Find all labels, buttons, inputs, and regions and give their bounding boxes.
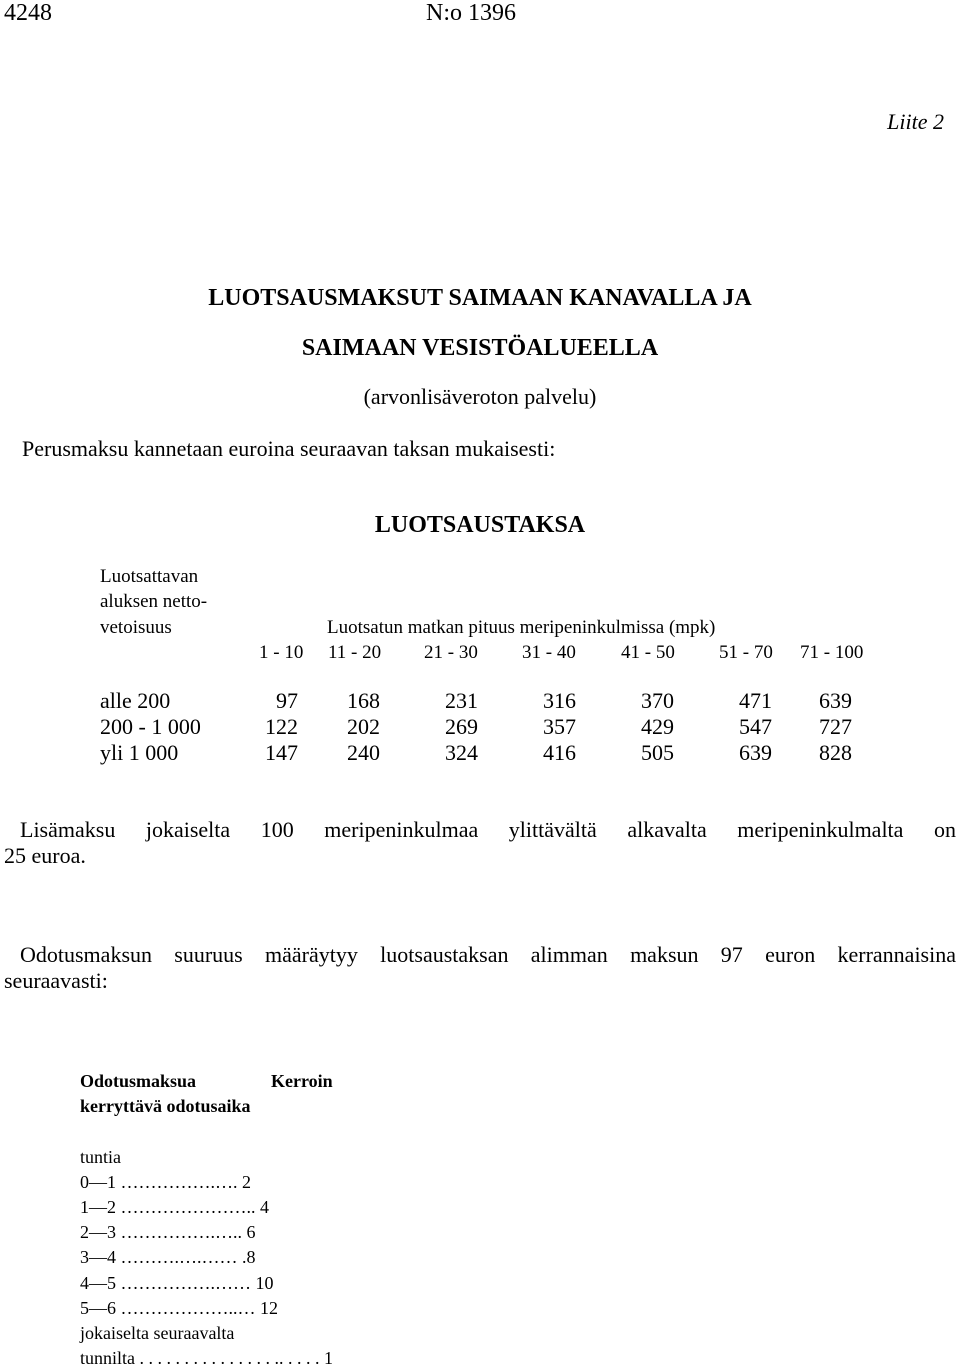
table-cell: 122 [265, 714, 298, 739]
row-header-line-2: aluksen netto- [100, 591, 208, 612]
table-cell: 316 [543, 688, 576, 713]
column-header: 71 - 100 [800, 642, 864, 663]
surcharge-text-line-2: 25 euroa. [4, 843, 86, 868]
title-note: (arvonlisäveroton palvelu) [363, 384, 597, 409]
intro-text: Perusmaksu kannetaan euroina seuraavan taksan mukaisesti: [22, 436, 556, 461]
row-header-line-3: vetoisuus [100, 617, 172, 638]
waiting-text-line-1: Odotusmaksun suuruus määräytyy luotsaustaksan alimman maksun 97 euron kerrannaisina [20, 942, 956, 967]
table-cell: 269 [445, 714, 478, 739]
waiting-text-line-2: seuraavasti: [4, 968, 108, 993]
column-header: 31 - 40 [522, 642, 576, 663]
list-item: tunnilta . . . . . . . . . . . . . . . .. . . . . 1 [80, 1348, 333, 1368]
page-number: 4248 [4, 0, 52, 26]
table-cell: 97 [276, 688, 298, 713]
waiting-table-header-time-2: kerryttävä odotusaika [80, 1096, 251, 1116]
row-label: yli 1 000 [100, 740, 179, 765]
column-header: 21 - 30 [424, 642, 478, 663]
table-cell: 370 [641, 688, 674, 713]
row-label: alle 200 [100, 688, 171, 713]
table-cell: 505 [641, 740, 674, 765]
distance-header: Luotsatun matkan pituus meripeninkulmissa (mpk) [327, 617, 716, 638]
list-item: 5—6 ………………..… 12 [80, 1298, 278, 1318]
table-cell: 416 [543, 740, 576, 765]
table-cell: 147 [265, 740, 298, 765]
waiting-table-unit: tuntia [80, 1147, 121, 1167]
row-label: 200 - 1 000 [100, 714, 201, 739]
table-cell: 429 [641, 714, 674, 739]
list-item: 3—4 ……….….…… .8 [80, 1247, 256, 1267]
column-header: 11 - 20 [328, 642, 382, 663]
appendix-label: Liite 2 [887, 109, 944, 134]
waiting-table-header-time: Odotusmaksua [80, 1071, 197, 1091]
column-header: 41 - 50 [621, 642, 675, 663]
table-cell: 639 [819, 688, 852, 713]
waiting-table-header-multiplier: Kerroin [271, 1071, 333, 1091]
tariff-heading: LUOTSAUSTAKSA [374, 512, 586, 538]
table-cell: 168 [347, 688, 380, 713]
table-cell: 202 [347, 714, 380, 739]
column-header: 51 - 70 [719, 642, 773, 663]
list-item: 4—5 …………….…… 10 [80, 1273, 274, 1293]
column-header: 1 - 10 [259, 642, 304, 663]
issue-number: N:o 1396 [426, 0, 516, 26]
title-line-1: LUOTSAUSMAKSUT SAIMAAN KANAVALLA JA [208, 285, 752, 311]
title-line-2: SAIMAAN VESISTÖALUEELLA [301, 335, 659, 361]
table-cell: 471 [739, 688, 772, 713]
table-cell: 639 [739, 740, 772, 765]
table-cell: 324 [445, 740, 478, 765]
table-cell: 547 [739, 714, 772, 739]
table-cell: 828 [819, 740, 852, 765]
list-item: 1—2 ………………….. 4 [80, 1197, 269, 1217]
table-cell: 727 [819, 714, 852, 739]
surcharge-text-line-1: Lisämaksu jokaiselta 100 meripeninkulmaa ylittävältä alkavalta meripeninkulmalta on [20, 817, 956, 842]
list-item: 0—1 …………….…. 2 [80, 1172, 251, 1192]
table-cell: 357 [543, 714, 576, 739]
list-item: 2—3 …………….….. 6 [80, 1222, 256, 1242]
table-cell: 231 [445, 688, 478, 713]
list-item: jokaiselta seuraavalta [80, 1323, 235, 1343]
row-header-line-1: Luotsattavan [100, 566, 199, 587]
table-cell: 240 [347, 740, 380, 765]
